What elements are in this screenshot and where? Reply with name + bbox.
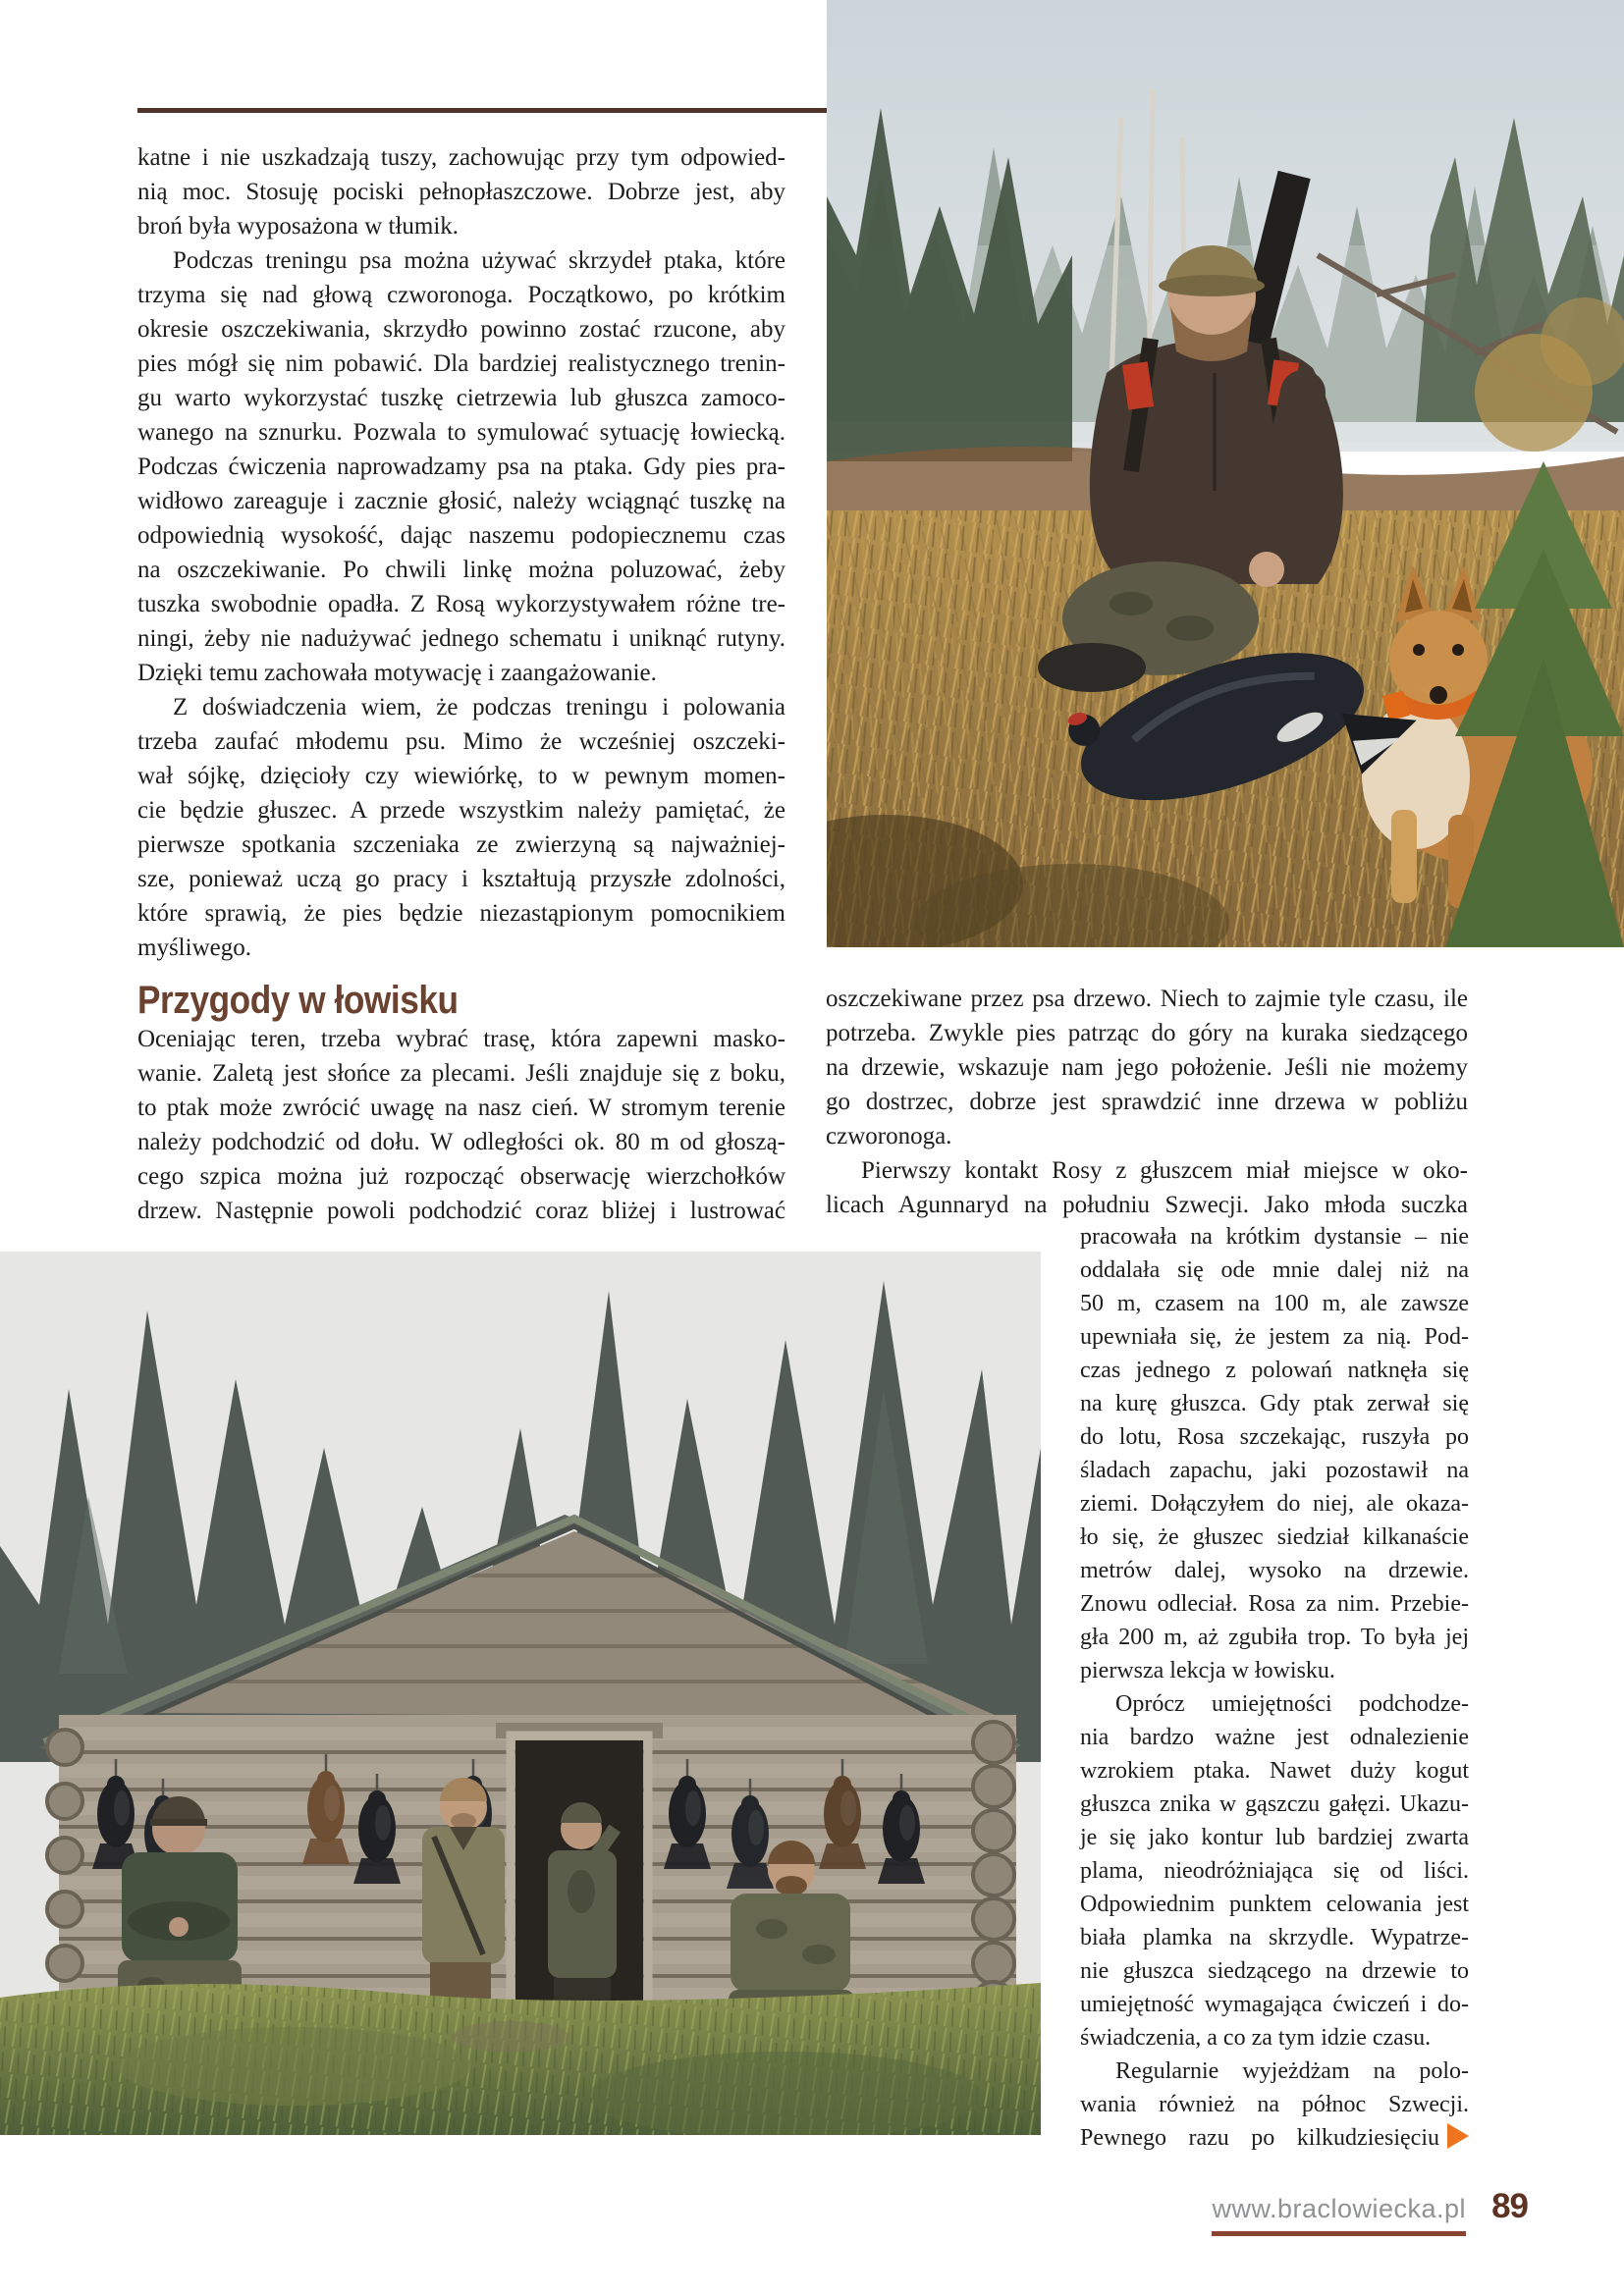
text-line: Pewnego razu po kilkudziesięciu <box>1080 2121 1469 2155</box>
text-line: Regularnie wyjeżdżam na polo- <box>1115 2058 1469 2084</box>
text-line: katne i nie uszkadzają tuszy, zachowując przy tym odpowied- <box>137 144 785 171</box>
text-line: gła 200 m, aż zgubiła trop. To była jej <box>1080 1625 1469 1650</box>
text-line: oszczekiwane przez psa drzewo. Niech to zajmie tyle czasu, ile <box>826 986 1468 1012</box>
text-line: śladach zapachu, jaki pozostawił na <box>1080 1458 1469 1483</box>
text-line: cie będzie głuszec. A przede wszystkim należy pamiętać, że <box>137 797 785 824</box>
page-number: 89 <box>1491 2187 1528 2225</box>
text-line: okresie oszczekiwania, skrzydło powinno zostać rzucone, aby <box>137 316 785 343</box>
text-line: pies mógł się nim pobawić. Dla bardziej realistycznego trenin- <box>137 350 785 377</box>
text-line: drzew. Następnie powoli podchodzić coraz bliżej i lustrować <box>137 1198 785 1224</box>
text-line: trzyma się nad głową czworonoga. Początkowo, po krótkim <box>137 282 785 308</box>
text-line: Oceniając teren, trzeba wybrać trasę, która zapewni masko- <box>137 1026 785 1052</box>
text-line: Oprócz umiejętności podchodze- <box>1115 1691 1469 1717</box>
right-column-text-narrow <box>1080 1220 1469 2155</box>
text-line: Znowu odleciał. Rosa za nim. Przebie- <box>1080 1591 1469 1617</box>
text-line: 50 m, czasem na 100 m, ale zawsze <box>1080 1291 1469 1316</box>
text-line: ziemi. Dołączyłem do niej, ale okaza- <box>1080 1491 1469 1517</box>
text-line: go dostrzec, dobrze jest sprawdzić inne drzewa w pobliżu <box>826 1089 1468 1115</box>
text-line: Podczas treningu psa można używać skrzydeł ptaka, które <box>173 247 785 274</box>
text-line: je się jako kontur lub bardziej zwarta <box>1080 1825 1469 1850</box>
left-column-text-continued <box>137 1022 785 1228</box>
text-line: nia bardzo ważne jest odnalezienie <box>1080 1725 1469 1750</box>
text-line: pracowała na krótkim dystansie – nie <box>1080 1224 1469 1250</box>
text-line: oddalała się ode mnie dalej niż na <box>1080 1257 1469 1283</box>
text-line: wał sójkę, dzięcioły czy wiewiórkę, to w pewnym momen- <box>137 763 785 789</box>
text-line: potrzeba. Zwykle pies patrząc do góry na kuraka siedzącego <box>826 1020 1468 1046</box>
text-line: nią moc. Stosuję pociski pełnopłaszczowe. Dobrze jest, aby <box>137 179 785 205</box>
text-line: to ptak może zwrócić uwagę na nasz cień. W stromym terenie <box>137 1095 785 1121</box>
text-line: do lotu, Rosa szczekając, ruszyła po <box>1080 1424 1469 1450</box>
text-line: pierwsze spotkania szczeniaka ze zwierzyną są najważniej- <box>137 831 785 858</box>
text-line: widłowo zareaguje i zacznie głosić, należy wciągnąć tuszkę na <box>137 488 785 514</box>
magazine-url: www.braclowiecka.pl <box>1212 2194 1466 2236</box>
page-footer <box>1212 2187 1528 2236</box>
hunter-dog-photo <box>827 0 1624 947</box>
text-line: na drzewie, wskazuje nam jego położenie. Jeśli nie możemy <box>826 1054 1468 1081</box>
text-line: trzeba zaufać młodemu psu. Mimo że wcześniej oszczeki- <box>137 728 785 755</box>
right-column-text <box>826 982 1468 1222</box>
hunter-dog-photo-art <box>827 0 1624 947</box>
text-line: czas jednego z polowań natknęła się <box>1080 1358 1469 1383</box>
text-line: na oszczekiwanie. Po chwili linkę można poluzować, żeby <box>137 557 785 583</box>
cabin-hunters-photo <box>0 1252 1041 2135</box>
text-line: upewniała się, że jestem za nią. Pod- <box>1080 1324 1469 1350</box>
text-line: plama, nieodróżniająca się od liści. <box>1080 1858 1469 1884</box>
text-line: licach Agunnaryd na południu Szwecji. Jako młoda suczka <box>826 1192 1468 1218</box>
cabin-hunters-photo-art <box>0 1252 1041 2135</box>
text-line: sze, ponieważ uczą go pracy i kształtują przyszłe zdolności, <box>137 866 785 892</box>
text-line: broń była wyposażona w tłumik. <box>137 213 460 240</box>
text-line: myśliwego. <box>137 934 251 961</box>
text-line: cego szpica można już rozpocząć obserwację wierzchołków <box>137 1163 785 1190</box>
left-column-text <box>137 140 785 965</box>
text-line: odpowiednią wysokość, dając naszemu podopiecznemu czas <box>137 522 785 549</box>
text-line: wania również na północ Szwecji. <box>1080 2092 1469 2117</box>
text-line: czworonoga. <box>826 1123 952 1149</box>
text-line: wanie. Zaletą jest słońce za plecami. Jeśli znajduje się z boku, <box>137 1060 785 1087</box>
text-line: Pierwszy kontakt Rosy z głuszcem miał miejsce w oko- <box>861 1157 1468 1184</box>
text-line: które sprawią, że pies będzie niezastąpionym pomocnikiem <box>137 900 785 927</box>
section-heading: Przygody w łowisku <box>137 979 459 1022</box>
text-line: nie głuszca siedzącego na drzewie to <box>1080 1958 1469 1984</box>
text-line: umiejętność wymagająca ćwiczeń i do- <box>1080 1992 1469 2017</box>
text-line: ningi, żeby nie nadużywać jednego schematu i uniknąć rutyny. <box>137 625 785 652</box>
text-line: głuszca znika w gąszczu gałęzi. Ukazu- <box>1080 1791 1469 1817</box>
text-line: wzrokiem ptaka. Nawet duży kogut <box>1080 1758 1469 1784</box>
text-line: biała plamka na skrzydle. Wypatrze- <box>1080 1925 1469 1950</box>
continuation-arrow-icon <box>1447 2123 1469 2149</box>
text-line: na kurę głuszca. Gdy ptak zerwał się <box>1080 1391 1469 1416</box>
text-line: Z doświadczenia wiem, że podczas treningu i polowania <box>173 694 785 721</box>
text-line: tuszka swobodnie opadła. Z Rosą wykorzystywałem różne tre- <box>137 591 785 617</box>
text-line: metrów dalej, wysoko na drzewie. <box>1080 1558 1469 1583</box>
text-line: Podczas ćwiczenia naprowadzamy psa na ptaka. Gdy pies pra- <box>137 454 785 480</box>
top-divider-rule <box>137 108 827 113</box>
text-line: ło się, że głuszec siedział kilkanaście <box>1080 1524 1469 1550</box>
text-line: gu warto wykorzystać tuszkę cietrzewia lub głuszca zamoco- <box>137 385 785 411</box>
text-line: należy podchodzić od dołu. W odległości ok. 80 m od głoszą- <box>137 1129 785 1155</box>
text-line: Dzięki temu zachowała motywację i zaangażowanie. <box>137 660 657 686</box>
text-line: wanego na sznurku. Pozwala to symulować sytuację łowiecką. <box>137 419 785 446</box>
text-line: Odpowiednim punktem celowania jest <box>1080 1892 1469 1917</box>
text-line: świadczenia, a co za tym idzie czasu. <box>1080 2025 1432 2051</box>
text-line: pierwsza lekcja w łowisku. <box>1080 1658 1335 1683</box>
